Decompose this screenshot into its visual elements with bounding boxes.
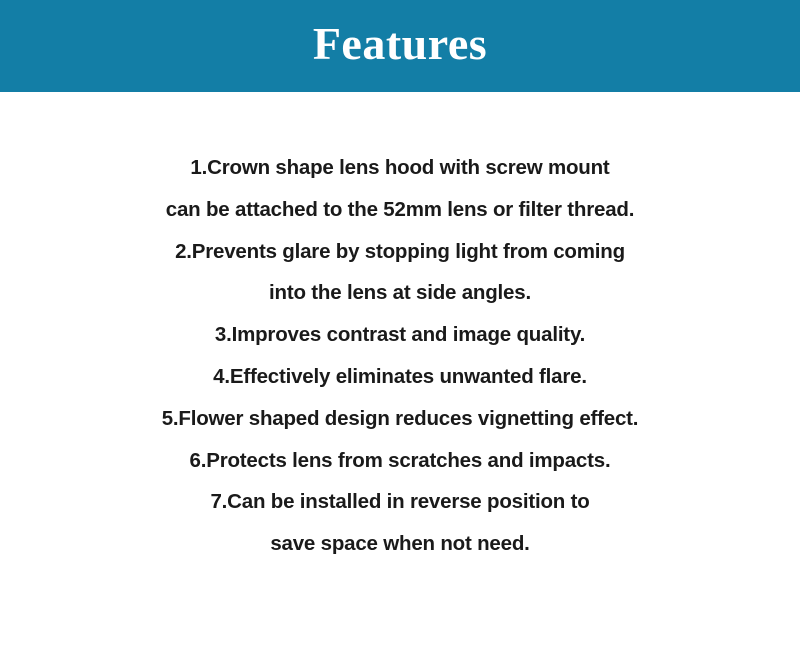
feature-line-8: 6.Protects lens from scratches and impacts. <box>189 448 611 472</box>
feature-line-3: 2.Prevents glare by stopping light from coming <box>175 239 625 263</box>
feature-line-5: 3.Improves contrast and image quality. <box>214 323 586 347</box>
page-title: Features <box>312 18 488 69</box>
header-banner <box>0 0 800 92</box>
feature-line-4: into the lens at side angles. <box>269 281 531 305</box>
feature-line-10: save space when not need. <box>270 532 530 556</box>
feature-line-7: 5.Flower shaped design reduces vignetting effect. <box>161 406 639 430</box>
feature-line-2: can be attached to the 52mm lens or filter thread. <box>165 197 635 221</box>
feature-line-1: 1.Crown shape lens hood with screw mount <box>190 156 610 179</box>
feature-line-6: 4.Effectively eliminates unwanted flare. <box>213 364 587 388</box>
features-list <box>0 147 800 565</box>
feature-line-9: 7.Can be installed in reverse position to <box>210 490 590 514</box>
